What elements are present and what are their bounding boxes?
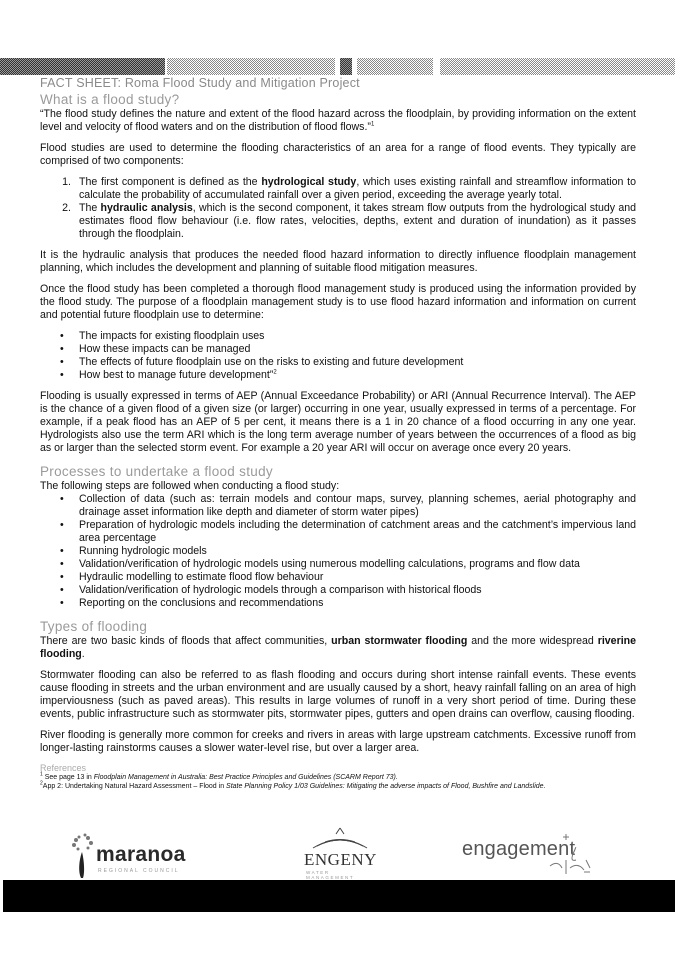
item-text: Running hydrologic models bbox=[79, 545, 207, 557]
list-item bbox=[40, 343, 636, 356]
bullet-icon: • bbox=[60, 356, 64, 368]
maranoa-tagline: REGIONAL COUNCIL bbox=[98, 868, 180, 874]
management-paragraph: Once the flood study has been completed a thorough flood management study is produced using the information provided by the flood study. The purpose of a floodplain management study is to use flood hazard information and information on current and potential future floodplain use to determine: bbox=[40, 283, 636, 321]
tree-icon bbox=[70, 832, 96, 878]
item-text: , which is the second component, it takes stream flow outputs from the hydrological study and estimates flood flow behaviour (i.e. flow rates, velocities, depths, extent and duration of inundation) as it passes through the floodplain. bbox=[79, 202, 636, 240]
bullet-icon: • bbox=[60, 597, 64, 609]
list-number: 1. bbox=[62, 176, 71, 188]
maranoa-wordmark: maranoa bbox=[96, 843, 186, 866]
bullet-icon: • bbox=[60, 584, 64, 596]
header-pattern-bar bbox=[0, 58, 675, 75]
list-item bbox=[40, 519, 636, 545]
river-paragraph: River flooding is generally more common for creeks and rivers in areas with large upstream catchments. Excessive runoff from longer-lasting rainstorms causes a slower water-level rise, but over a larger area. bbox=[40, 729, 636, 754]
quote-paragraph bbox=[40, 108, 636, 134]
list-item bbox=[40, 369, 636, 382]
list-item bbox=[40, 584, 636, 597]
text: App 2: Undertaking Natural Hazard Assessment – Flood in bbox=[42, 783, 227, 790]
intro-paragraph: Flood studies are used to determine the flooding characteristics of an area for a range of flood events. They typically are comprised of two components: bbox=[40, 142, 636, 167]
wave-fan-icon bbox=[305, 826, 375, 850]
footer-bar bbox=[3, 880, 675, 912]
section-heading-processes: Processes to undertake a flood study bbox=[40, 464, 273, 479]
item-text: Validation/verification of hydrologic models using numerous modelling calculations, programs and flow data bbox=[79, 558, 580, 570]
header-bar-segment bbox=[357, 58, 433, 75]
footnote-1 bbox=[40, 773, 636, 782]
engeny-tagline: WATER MANAGEMENT bbox=[306, 870, 355, 880]
footnote-2 bbox=[40, 782, 636, 791]
item-text: Preparation of hydrologic models including the determination of catchment areas and the catchment’s impervious land area percentage bbox=[79, 519, 636, 544]
types-intro bbox=[40, 635, 636, 661]
header-bar-segment bbox=[0, 58, 165, 75]
item-bold: hydrological study bbox=[261, 176, 357, 188]
aep-paragraph: Flooding is usually expressed in terms of AEP (Annual Exceedance Probability) or ARI (Annual Recurrence Interval). The AEP is the chance of a given flood of a given size (or larger) occurring in one year, usually expressed in terms of a percentage. For example, if a peak flood has an AEP of 5 per cent, it means there is a 1 in 20 chance of a flood occurring in any one year. Hydrologists also use the term ARI which is the long term average number of years between the occurrences of a flood as big as or larger than the selected storm event. For example a 20 year ARI will occur on average once every 20 years. bbox=[40, 390, 636, 454]
list-item bbox=[40, 330, 636, 343]
list-item bbox=[40, 176, 636, 202]
engeny-logo bbox=[300, 826, 380, 878]
header-bar-segment bbox=[340, 58, 352, 75]
header-bar-segment bbox=[167, 58, 335, 75]
text: There are two basic kinds of floods that affect communities, bbox=[40, 635, 332, 647]
section-heading-types: Types of flooding bbox=[40, 619, 148, 634]
maranoa-logo bbox=[70, 832, 190, 877]
steps-list bbox=[40, 493, 636, 610]
fact-sheet-title: FACT SHEET: Roma Flood Study and Mitigation Project bbox=[40, 76, 360, 90]
engagement-plus-logo bbox=[460, 832, 600, 880]
bullet-icon: • bbox=[60, 330, 64, 342]
bullet-icon: • bbox=[60, 545, 64, 557]
item-text: Collection of data (such as: terrain models and contour maps, survey, planning schemes, aerial photography and drainage asset information like depth and diameter of storm water pipes) bbox=[79, 493, 636, 518]
item-text: The effects of future floodplain use on the risks to existing and future development bbox=[79, 356, 464, 368]
bullet-icon: • bbox=[60, 369, 64, 381]
list-item bbox=[40, 597, 636, 610]
stormwater-paragraph: Stormwater flooding can also be referred to as flash flooding and occurs during short intense rainfall events. These events cause flooding in streets and the urban environment and are usually caused by a short, heavy rainfall falling on an area of high imperviousness (such as paved areas). This results in large volumes of runoff in a very short period of time. During these events, public infrastructure such as stormwater pits, stormwater pipes, gutters and open drains can overflow, causing flooding. bbox=[40, 669, 636, 720]
engeny-wordmark: ENGENY bbox=[304, 850, 377, 869]
item-bold: hydraulic analysis bbox=[100, 202, 193, 214]
list-item bbox=[40, 558, 636, 571]
item-text: How best to manage future development” bbox=[79, 369, 274, 381]
text: See page 13 in bbox=[42, 774, 94, 781]
item-text: Hydraulic modelling to estimate flood flow behaviour bbox=[79, 571, 324, 583]
header-bar-segment bbox=[440, 58, 675, 75]
bullet-icon: • bbox=[60, 519, 64, 531]
term-riverine: riverine flooding bbox=[40, 635, 636, 660]
list-item bbox=[40, 493, 636, 519]
list-number: 2. bbox=[62, 202, 71, 214]
item-text: The first component is defined as the bbox=[79, 176, 262, 188]
footnote-number: 1 bbox=[40, 771, 43, 778]
bullet-icon: • bbox=[60, 571, 64, 583]
list-item bbox=[40, 571, 636, 584]
bullet-icon: • bbox=[60, 558, 64, 570]
text: . bbox=[81, 648, 85, 660]
references-heading: References bbox=[40, 763, 87, 773]
footnote-number: 2 bbox=[40, 780, 43, 787]
document-body bbox=[40, 76, 636, 791]
partner-logos bbox=[0, 822, 675, 880]
item-text: , which uses existing rainfall and streamflow information to calculate the probability of accumulated rainfall over a given period, exceeding the average yearly total. bbox=[79, 176, 636, 201]
section-heading-what-is: What is a flood study? bbox=[40, 92, 180, 107]
bullet-icon: • bbox=[60, 493, 64, 505]
list-item bbox=[40, 545, 636, 558]
item-text: The impacts for existing floodplain uses bbox=[79, 330, 265, 342]
list-item bbox=[40, 356, 636, 369]
footnote-ref[interactable]: 2 bbox=[273, 369, 277, 376]
item-text: The bbox=[79, 202, 101, 214]
bullet-icon: • bbox=[60, 343, 64, 355]
quote-text: “The flood study defines the nature and extent of the flood hazard across the floodplain, by providing information on the extent level and velocity of flood waters and on the distribution of flood flows.” bbox=[40, 108, 636, 133]
item-text: Validation/verification of hydrologic models through a comparison with historical floods bbox=[79, 584, 482, 596]
components-list bbox=[40, 176, 636, 241]
item-text: How these impacts can be managed bbox=[79, 343, 251, 355]
text: and the more widespread bbox=[467, 635, 598, 647]
list-item bbox=[40, 202, 636, 241]
hydraulic-paragraph: It is the hydraulic analysis that produces the needed flood hazard information to directly influence floodplain management planning, which includes the development and planning of suitable flood mitigation measures. bbox=[40, 249, 636, 274]
plus-flourish-icon bbox=[540, 832, 600, 876]
processes-intro: The following steps are followed when conducting a flood study: bbox=[40, 480, 340, 492]
footnote-ref[interactable]: 1 bbox=[370, 121, 375, 128]
term-urban-stormwater: urban stormwater flooding bbox=[331, 635, 468, 647]
citation-title: Floodplain Management in Australia: Best Practice Principles and Guidelines (SCARM Report 73). bbox=[93, 774, 398, 781]
engagement-wordmark: engagement bbox=[462, 838, 576, 860]
determine-list bbox=[40, 330, 636, 382]
item-text: Reporting on the conclusions and recommendations bbox=[79, 597, 324, 609]
citation-title: State Planning Policy 1/03 Guidelines: Mitigating the adverse impacts of Flood, Bushfire and Landslide. bbox=[226, 783, 546, 790]
